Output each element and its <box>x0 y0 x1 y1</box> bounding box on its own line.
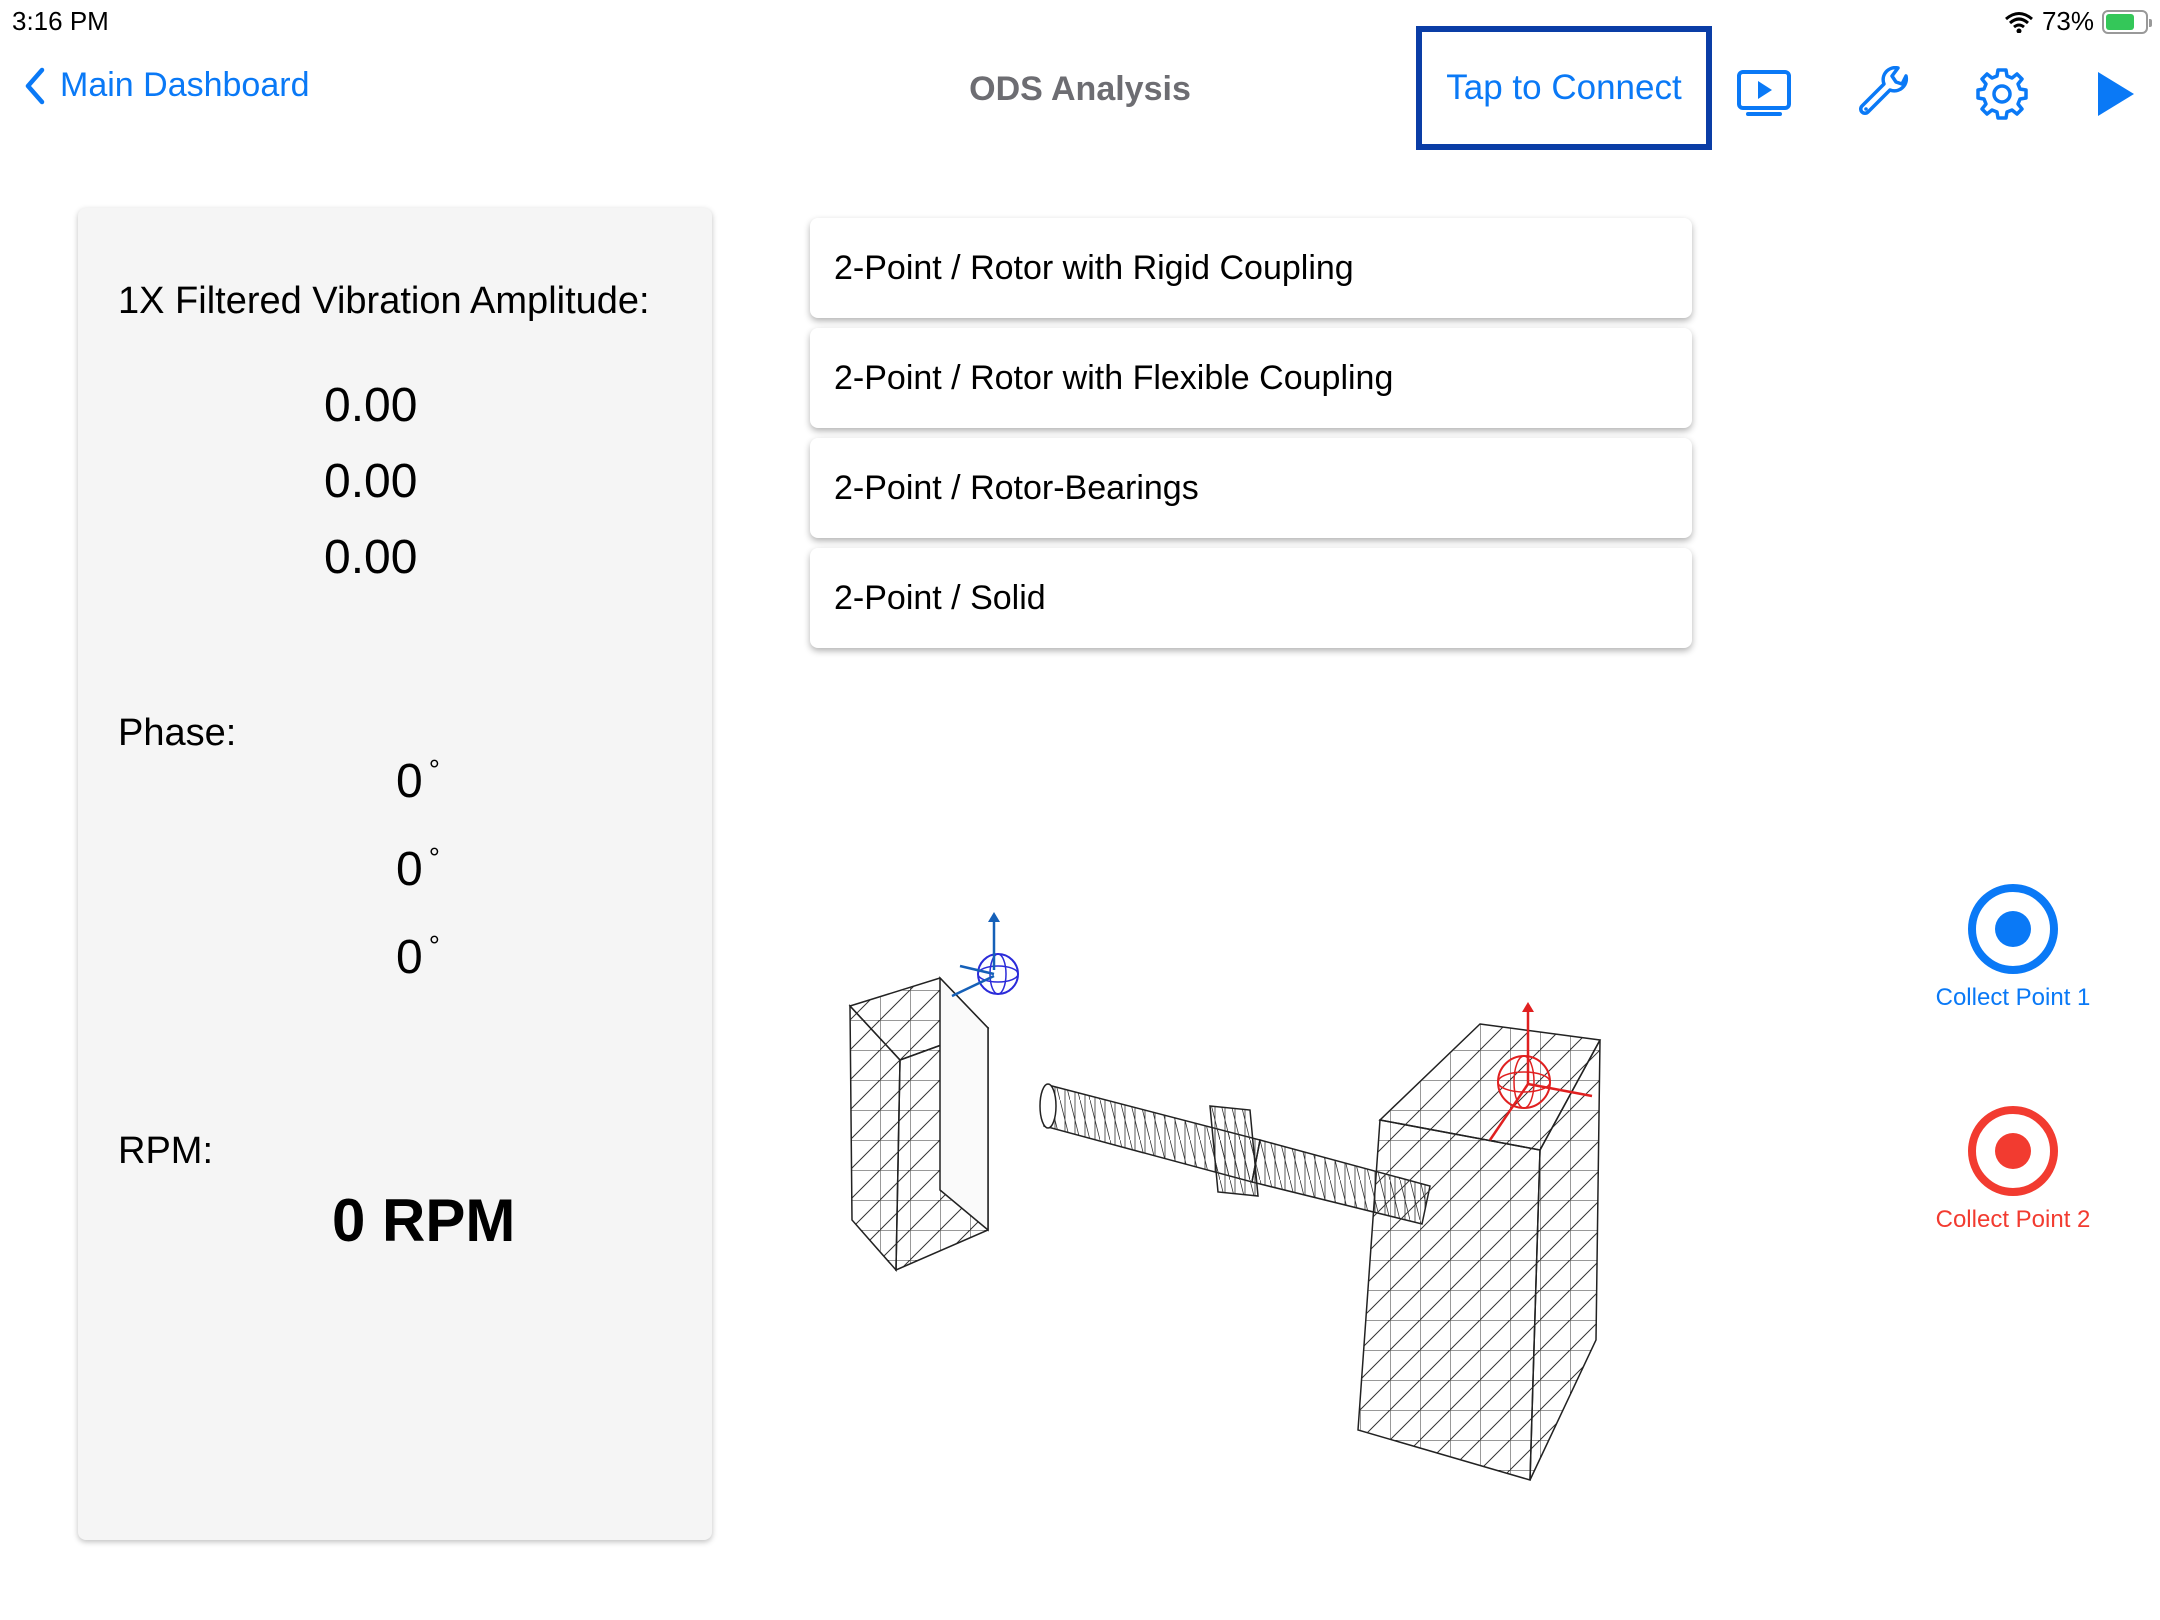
amplitude-label: 1X Filtered Vibration Amplitude: <box>118 280 650 322</box>
battery-icon <box>2102 10 2148 34</box>
phase-label: Phase: <box>118 712 237 754</box>
battery-percent: 73% <box>2041 6 2094 36</box>
back-button-label: Main Dashboard <box>60 66 310 104</box>
option-solid[interactable]: 2-Point / Solid <box>810 548 1692 648</box>
right-bearing-block <box>1358 1024 1600 1480</box>
collect-point-1-button[interactable] <box>1918 884 2108 1012</box>
tap-to-connect-button[interactable]: Tap to Connect <box>1416 26 1712 150</box>
page-title: ODS Analysis <box>969 70 1191 108</box>
phase-number: 0 <box>396 755 423 808</box>
rotor-shaft <box>1040 1084 1430 1224</box>
collect-point-2-label: Collect Point 2 <box>1935 1206 2091 1233</box>
play-icon[interactable] <box>2088 66 2144 122</box>
wifi-icon <box>2004 11 2034 33</box>
amplitude-value: 0.00 <box>324 531 418 584</box>
play-screen-icon[interactable] <box>1736 66 1792 122</box>
degree-symbol: ° <box>428 842 440 873</box>
phase-value <box>396 930 440 985</box>
collect-point-2-button[interactable] <box>1918 1106 2108 1234</box>
chevron-left-icon <box>24 67 46 105</box>
option-rotor-bearings[interactable]: 2-Point / Rotor-Bearings <box>810 438 1692 538</box>
wrench-icon[interactable] <box>1856 66 1912 122</box>
gear-icon[interactable] <box>1974 66 2030 122</box>
back-button[interactable] <box>24 66 309 105</box>
phase-number: 0 <box>396 843 423 896</box>
degree-symbol: ° <box>428 754 440 785</box>
phase-number: 0 <box>396 931 423 984</box>
rpm-label: RPM: <box>118 1130 213 1172</box>
collect-point-1-label: Collect Point 1 <box>1935 984 2091 1011</box>
option-rigid-coupling[interactable]: 2-Point / Rotor with Rigid Coupling <box>810 218 1692 318</box>
phase-value <box>396 842 440 897</box>
phase-value <box>396 754 440 809</box>
amplitude-value: 0.00 <box>324 379 418 432</box>
rpm-value: 0 RPM <box>332 1187 516 1254</box>
left-bearing-block <box>850 978 988 1270</box>
option-flexible-coupling[interactable]: 2-Point / Rotor with Flexible Coupling <box>810 328 1692 428</box>
ods-3d-model[interactable] <box>820 900 1670 1490</box>
status-time: 3:16 PM <box>12 6 109 36</box>
sensor-point-1[interactable] <box>952 912 1018 996</box>
amplitude-value: 0.00 <box>324 455 418 508</box>
status-indicators <box>2004 6 2148 37</box>
vibration-info-panel <box>78 208 712 1540</box>
degree-symbol: ° <box>428 930 440 961</box>
record-icon <box>1968 1106 2058 1196</box>
record-icon <box>1968 884 2058 974</box>
